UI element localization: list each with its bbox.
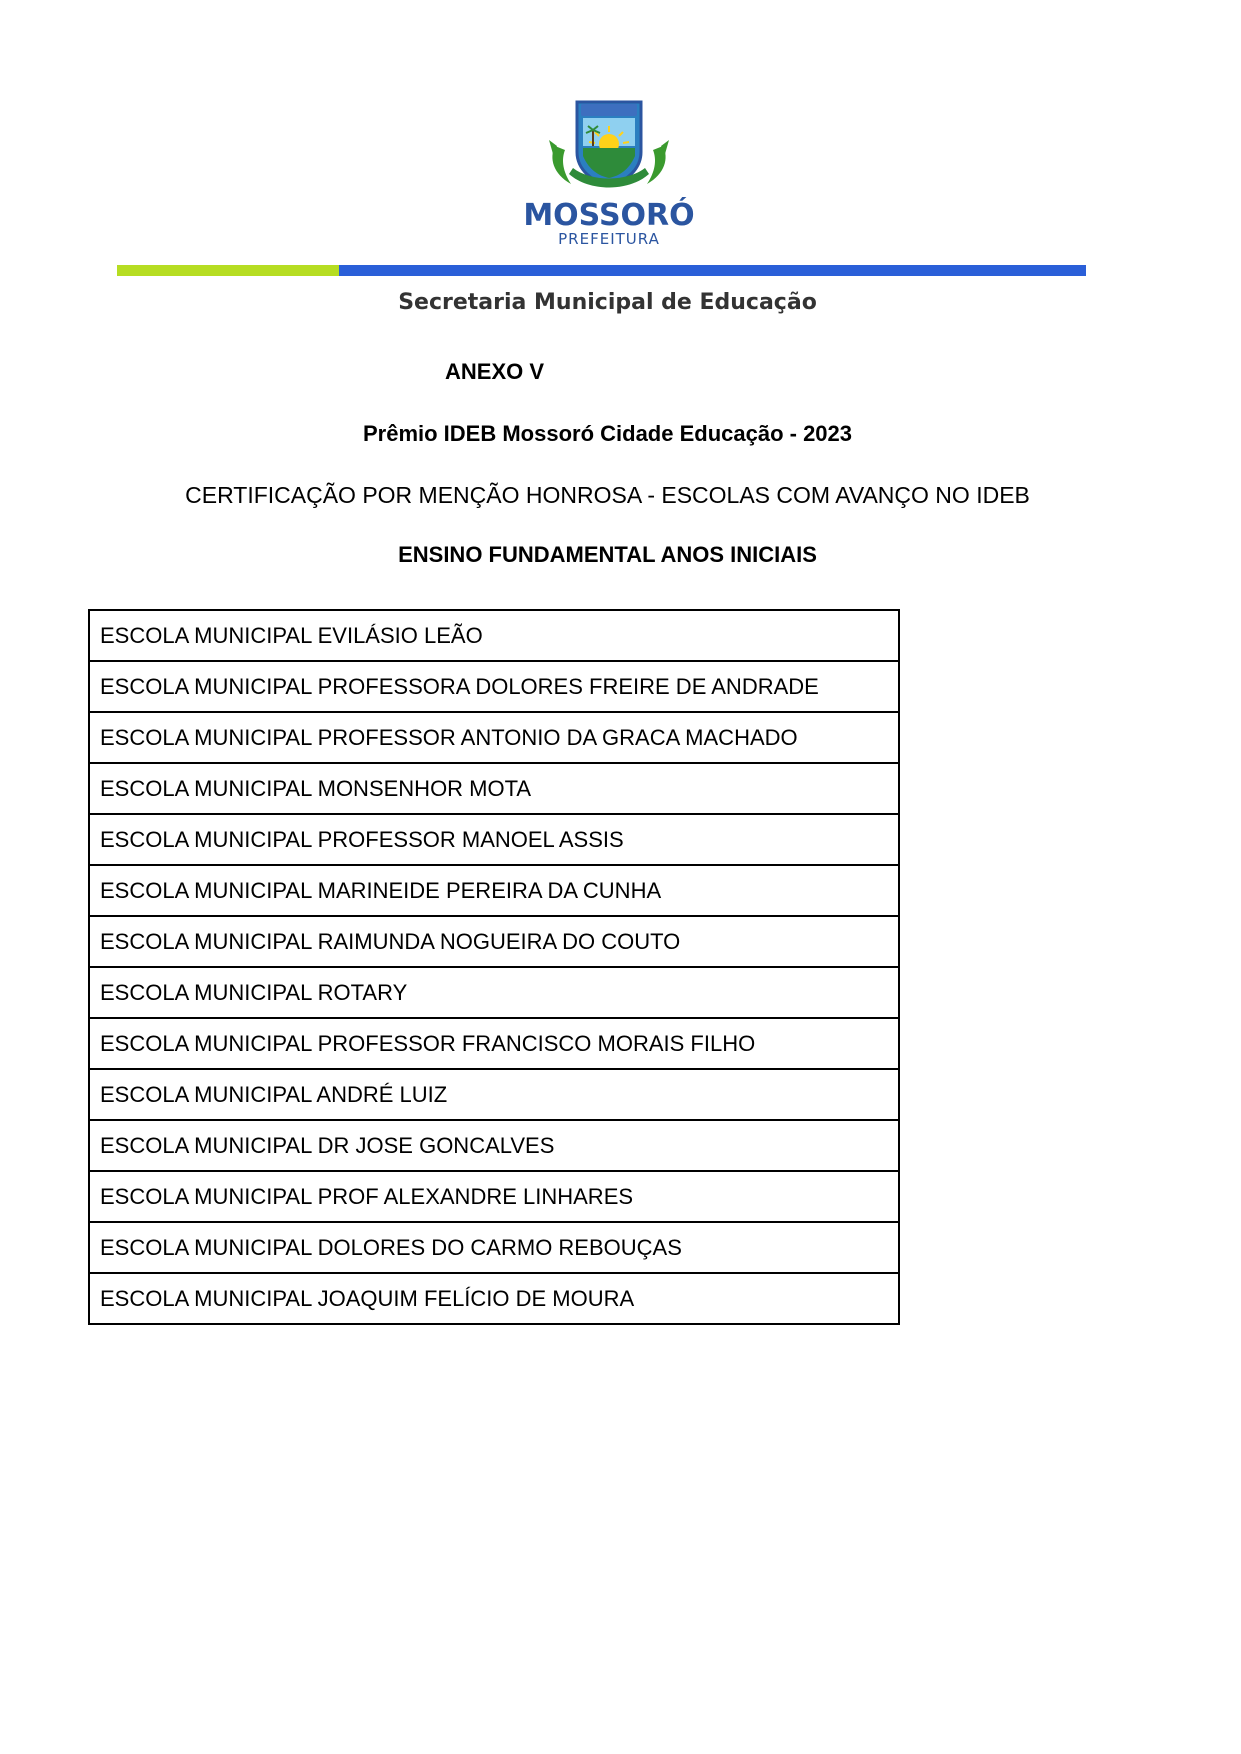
- school-name: ESCOLA MUNICIPAL MONSENHOR MOTA: [89, 763, 899, 814]
- table-row: [89, 916, 899, 967]
- table-row: [89, 1222, 899, 1273]
- header-color-bar: [117, 265, 1086, 276]
- table-row: [89, 1273, 899, 1324]
- school-name: ESCOLA MUNICIPAL EVILÁSIO LEÃO: [89, 610, 899, 661]
- coat-of-arms-icon: [519, 96, 699, 196]
- school-name: ESCOLA MUNICIPAL PROFESSOR MANOEL ASSIS: [89, 814, 899, 865]
- color-bar-green: [117, 265, 339, 276]
- school-name: ESCOLA MUNICIPAL PROFESSORA DOLORES FREIRE DE ANDRADE: [89, 661, 899, 712]
- mossoro-logo: [519, 96, 699, 256]
- school-name: ESCOLA MUNICIPAL PROFESSOR FRANCISCO MORAIS FILHO: [89, 1018, 899, 1069]
- table-row: [89, 814, 899, 865]
- annex-title: ANEXO V: [445, 359, 545, 384]
- table-row: [89, 661, 899, 712]
- school-name: ESCOLA MUNICIPAL ANDRÉ LUIZ: [89, 1069, 899, 1120]
- logo-wordmark: MOSSORÓ: [523, 198, 695, 233]
- table-row: [89, 967, 899, 1018]
- certification-title: CERTIFICAÇÃO POR MENÇÃO HONROSA - ESCOLAS COM AVANÇO NO IDEB: [185, 482, 1030, 508]
- logo-subtitle: PREFEITURA: [558, 230, 660, 248]
- table-row: [89, 610, 899, 661]
- secretaria-title: Secretaria Municipal de Educação: [398, 290, 817, 315]
- table-row: [89, 1069, 899, 1120]
- school-name: ESCOLA MUNICIPAL JOAQUIM FELÍCIO DE MOURA: [89, 1273, 899, 1324]
- school-name: ESCOLA MUNICIPAL PROFESSOR ANTONIO DA GRACA MACHADO: [89, 712, 899, 763]
- school-name: ESCOLA MUNICIPAL PROF ALEXANDRE LINHARES: [89, 1171, 899, 1222]
- color-bar-blue: [339, 265, 1086, 276]
- school-name: ESCOLA MUNICIPAL MARINEIDE PEREIRA DA CUNHA: [89, 865, 899, 916]
- table-row: [89, 1120, 899, 1171]
- table-row: [89, 865, 899, 916]
- school-name: ESCOLA MUNICIPAL ROTARY: [89, 967, 899, 1018]
- table-row: [89, 763, 899, 814]
- school-name: ESCOLA MUNICIPAL DR JOSE GONCALVES: [89, 1120, 899, 1171]
- award-title: Prêmio IDEB Mossoró Cidade Educação - 2023: [362, 421, 853, 446]
- education-level-title: ENSINO FUNDAMENTAL ANOS INICIAIS: [398, 542, 817, 567]
- school-name: ESCOLA MUNICIPAL DOLORES DO CARMO REBOUÇAS: [89, 1222, 899, 1273]
- schools-table: [88, 609, 900, 1325]
- table-row: [89, 1171, 899, 1222]
- table-row: [89, 1018, 899, 1069]
- school-name: ESCOLA MUNICIPAL RAIMUNDA NOGUEIRA DO COUTO: [89, 916, 899, 967]
- table-row: [89, 712, 899, 763]
